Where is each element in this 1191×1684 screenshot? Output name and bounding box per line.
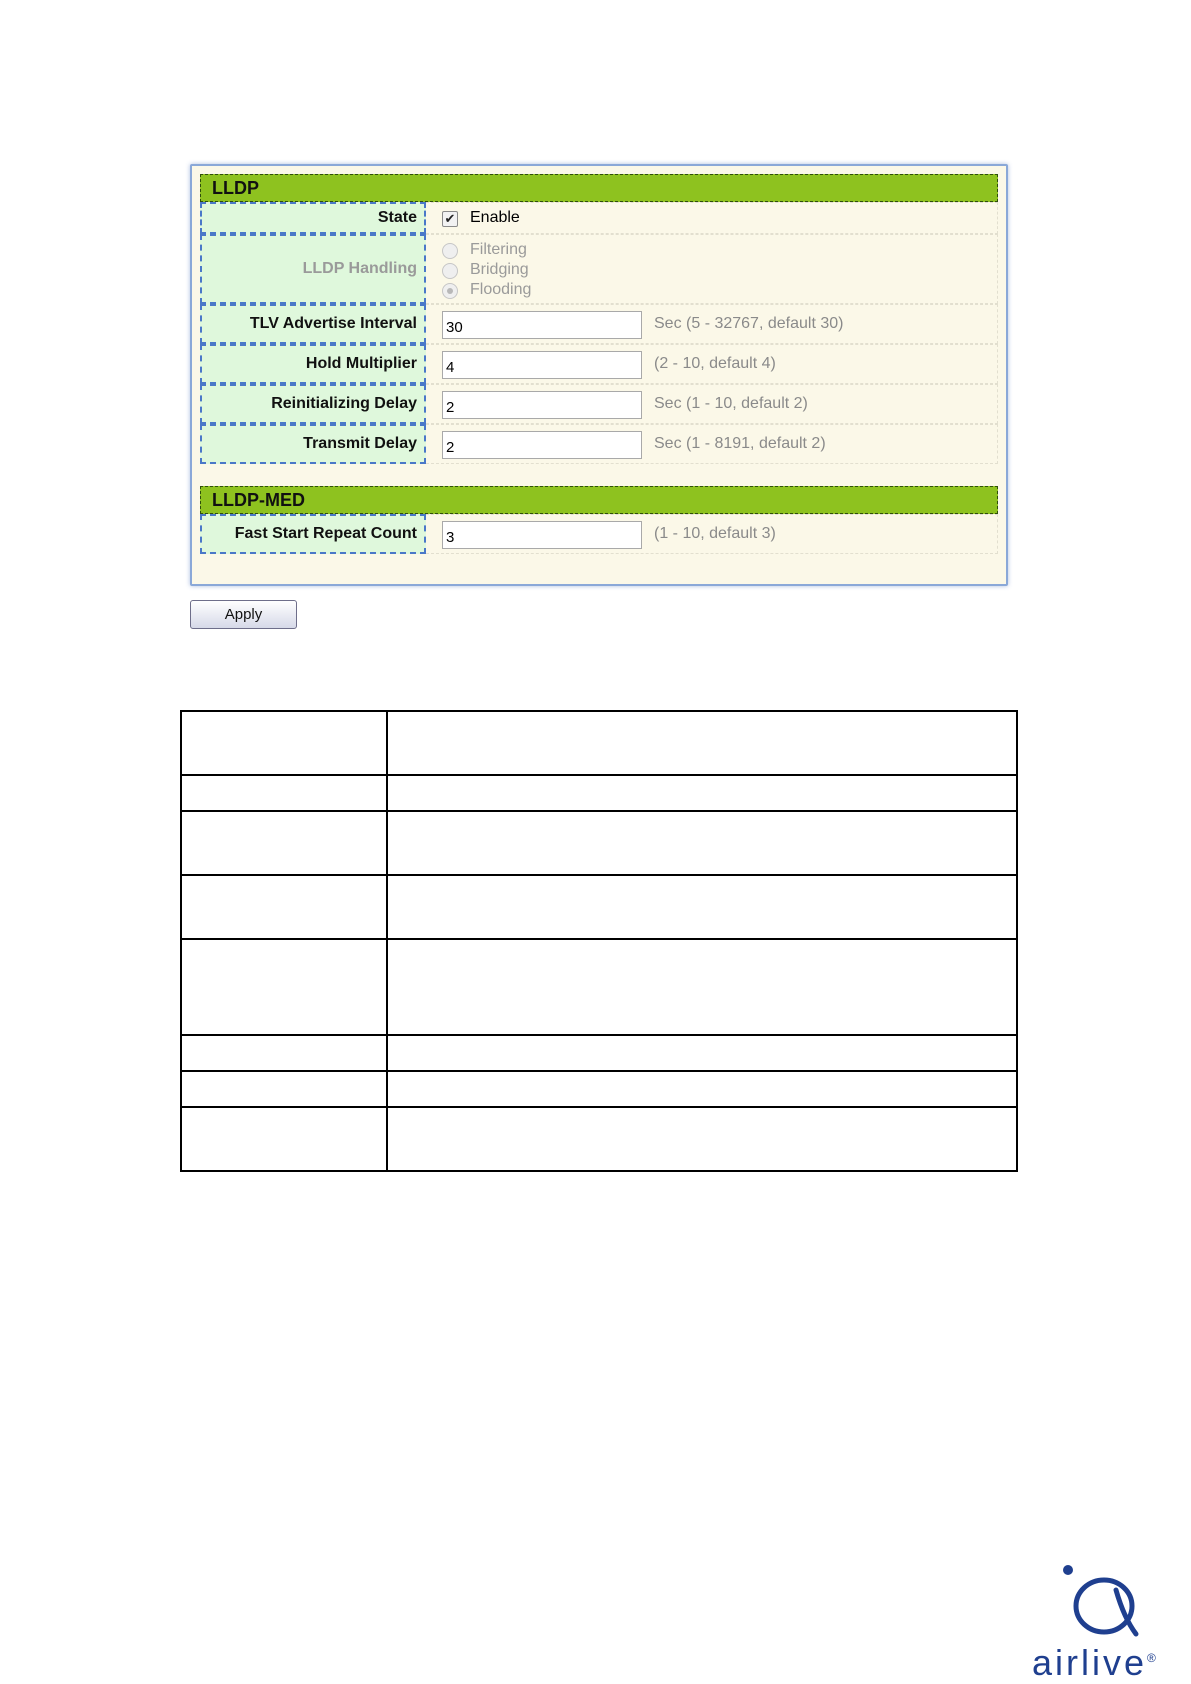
bridging-label: Bridging <box>470 261 529 278</box>
fast-start-value-cell <box>426 514 998 554</box>
lldp-handling-label: LLDP Handling <box>200 234 426 304</box>
table-cell <box>387 775 1017 811</box>
reinit-delay-input[interactable] <box>442 391 642 419</box>
table-cell <box>181 711 387 775</box>
table-cell <box>181 875 387 939</box>
tlv-interval-hint: Sec (5 - 32767, default 30) <box>654 315 844 332</box>
table-cell <box>181 1035 387 1071</box>
table-cell <box>387 875 1017 939</box>
fast-start-hint: (1 - 10, default 3) <box>654 525 776 542</box>
tlv-interval-value-cell <box>426 304 998 344</box>
lldp-handling-value-cell <box>426 234 998 304</box>
lldp-section-header: LLDP <box>200 174 998 202</box>
table-row <box>181 939 1017 1035</box>
flooding-radio-dot <box>447 288 453 294</box>
table-row <box>181 775 1017 811</box>
fast-start-input[interactable] <box>442 521 642 549</box>
table-cell <box>181 811 387 875</box>
table-row <box>181 1107 1017 1171</box>
description-table <box>180 710 1018 1172</box>
state-enable-label: Enable <box>470 209 520 226</box>
state-enable-checkbox[interactable]: ✔ <box>442 211 458 227</box>
tlv-interval-label: TLV Advertise Interval <box>200 304 426 344</box>
table-row <box>181 875 1017 939</box>
table-row <box>181 811 1017 875</box>
trademark-symbol: ® <box>1147 1651 1159 1665</box>
hold-multiplier-input[interactable] <box>442 351 642 379</box>
transmit-delay-label: Transmit Delay <box>200 424 426 464</box>
lldp-settings-panel <box>190 164 1008 586</box>
state-label: State <box>200 202 426 234</box>
flooding-label: Flooding <box>470 281 532 298</box>
table-row <box>181 1035 1017 1071</box>
airlive-logo-text: airlive <box>1032 1642 1148 1683</box>
reinit-delay-hint: Sec (1 - 10, default 2) <box>654 395 808 412</box>
table-cell <box>387 939 1017 1035</box>
table-row <box>181 1071 1017 1107</box>
fast-start-label: Fast Start Repeat Count <box>200 514 426 554</box>
filtering-label: Filtering <box>470 241 527 258</box>
tlv-interval-input[interactable] <box>442 311 642 339</box>
hold-multiplier-hint: (2 - 10, default 4) <box>654 355 776 372</box>
reinit-delay-value-cell <box>426 384 998 424</box>
state-value-cell <box>426 202 998 234</box>
hold-multiplier-value-cell <box>426 344 998 384</box>
table-cell <box>387 811 1017 875</box>
table-cell <box>181 1071 387 1107</box>
table-row <box>181 711 1017 775</box>
airlive-logo <box>1032 1560 1182 1683</box>
lldp-med-section-header: LLDP-MED <box>200 486 998 514</box>
table-cell <box>387 1107 1017 1171</box>
hold-multiplier-label: Hold Multiplier <box>200 344 426 384</box>
table-cell <box>387 711 1017 775</box>
airlive-logo-mark-icon <box>1032 1560 1182 1644</box>
table-cell <box>387 1035 1017 1071</box>
airlive-wordmark <box>1032 1642 1182 1684</box>
flooding-radio[interactable] <box>442 283 458 299</box>
transmit-delay-input[interactable] <box>442 431 642 459</box>
table-cell <box>387 1071 1017 1107</box>
bridging-radio[interactable] <box>442 263 458 279</box>
table-cell <box>181 939 387 1035</box>
reinit-delay-label: Reinitializing Delay <box>200 384 426 424</box>
transmit-delay-hint: Sec (1 - 8191, default 2) <box>654 435 826 452</box>
apply-button[interactable]: Apply <box>190 600 297 629</box>
transmit-delay-value-cell <box>426 424 998 464</box>
table-cell <box>181 775 387 811</box>
filtering-radio[interactable] <box>442 243 458 259</box>
table-cell <box>181 1107 387 1171</box>
